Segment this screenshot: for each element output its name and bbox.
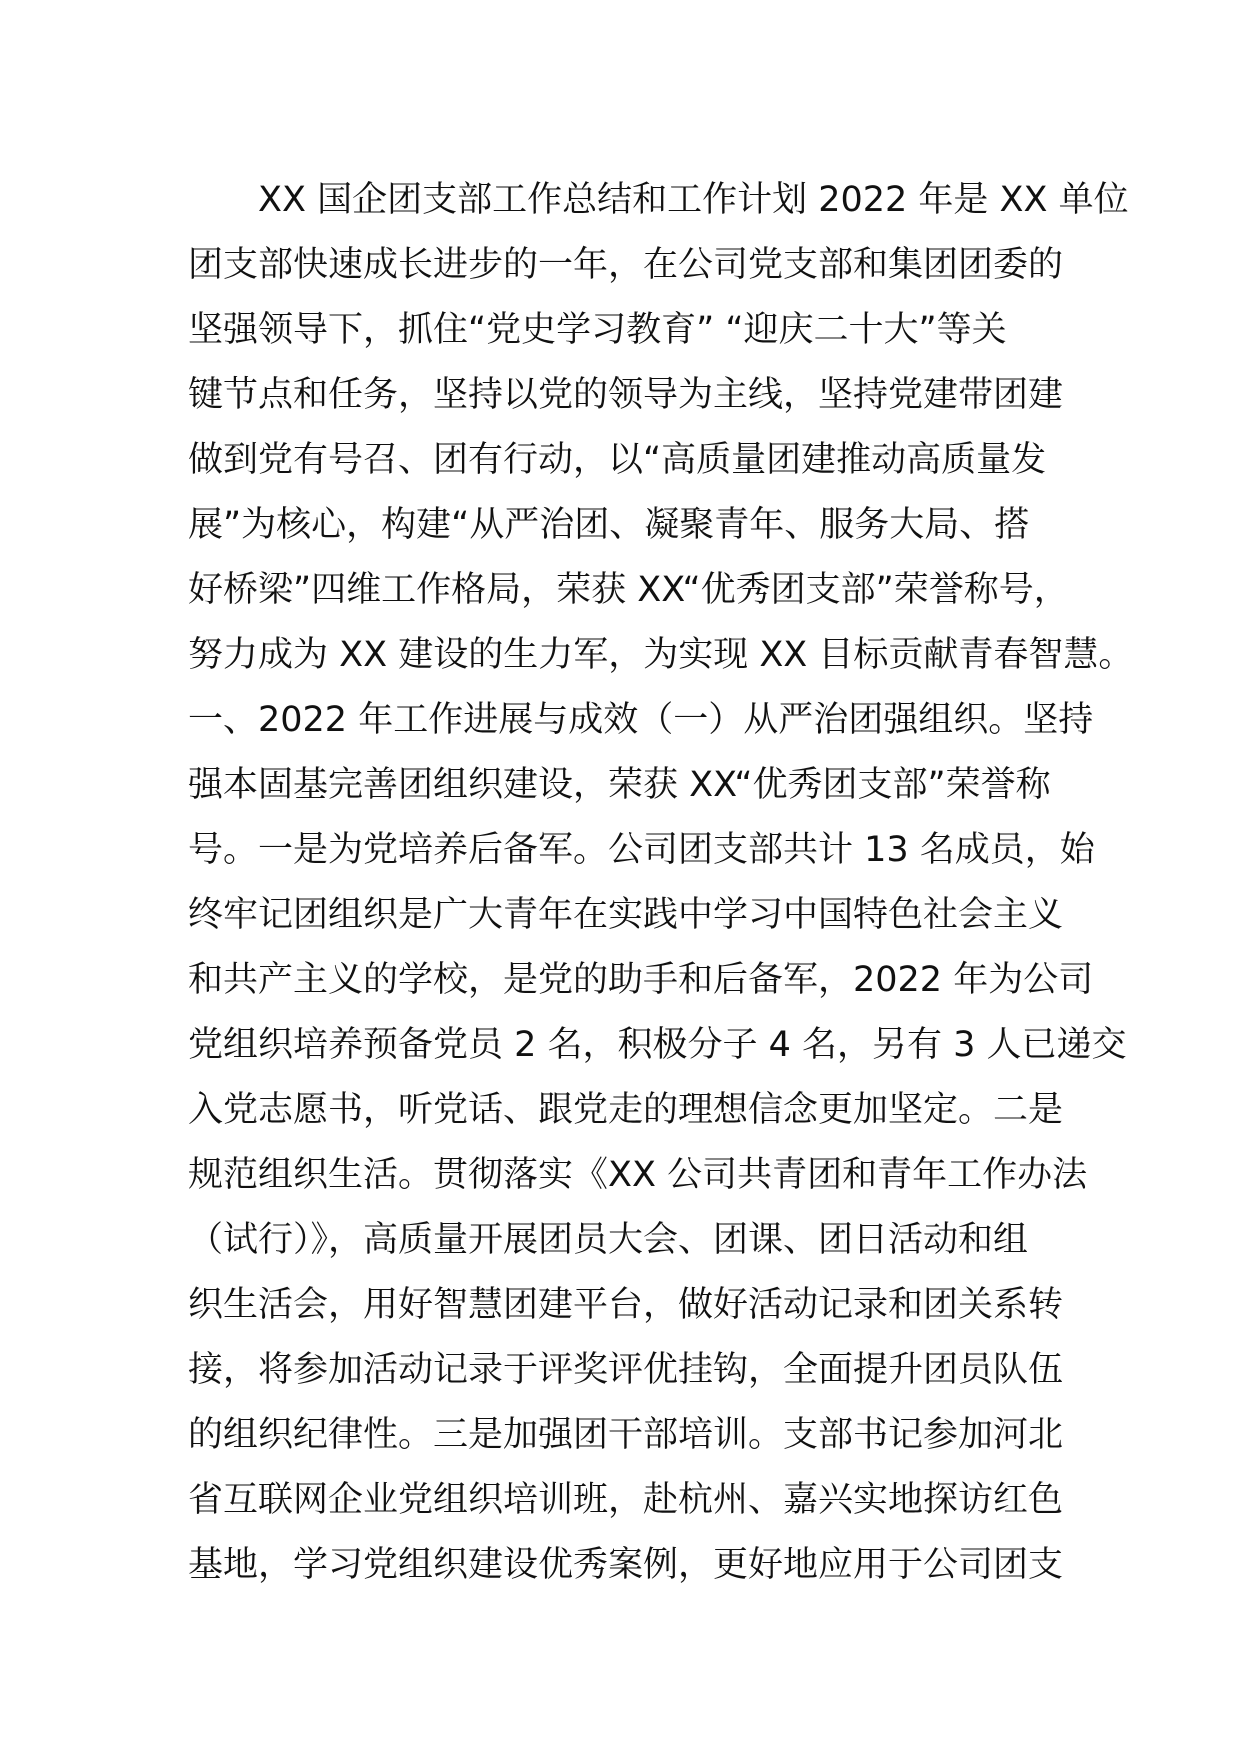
body-paragraph — [188, 168, 1134, 1598]
text-line: 织生活会，用好智慧团建平台，做好活动记录和团关系转 — [188, 1285, 1064, 1325]
text-line: 键节点和任务，坚持以党的领导为主线，坚持党建带团建 — [188, 375, 1064, 415]
text-line: 号。一是为党培养后备军。公司团支部共计 13 名成员，始 — [188, 830, 1095, 870]
text-line: 团支部快速成长进步的一年，在公司党支部和集团团委的 — [188, 245, 1064, 285]
text-line: 坚强领导下，抓住“党史学习教育” “迎庆二十大”等关 — [188, 310, 1007, 350]
text-line: 终牢记团组织是广大青年在实践中学习中国特色社会主义 — [188, 895, 1064, 935]
text-line: 党组织培养预备党员 2 名，积极分子 4 名，另有 3 人已递交 — [188, 1025, 1127, 1065]
text-line: 好桥梁”四维工作格局，荣获 XX“优秀团支部”荣誉称号， — [188, 570, 1069, 610]
text-line: 和共产主义的学校，是党的助手和后备军，2022 年为公司 — [188, 960, 1094, 1000]
text-line: 规范组织生活。贯彻落实《XX 公司共青团和青年工作办法 — [188, 1155, 1088, 1195]
text-line: 省互联网企业党组织培训班，赴杭州、嘉兴实地探访红色 — [188, 1480, 1064, 1520]
text-line: 基地，学习党组织建设优秀案例，更好地应用于公司团支 — [188, 1545, 1064, 1585]
text-line: 接，将参加活动记录于评奖评优挂钩，全面提升团员队伍 — [188, 1350, 1064, 1390]
text-line: 努力成为 XX 建设的生力军，为实现 XX 目标贡献青春智慧。 — [188, 635, 1134, 675]
text-line: 做到党有号召、团有行动，以“高质量团建推动高质量发 — [188, 440, 1047, 480]
text-line: XX 国企团支部工作总结和工作计划 2022 年是 XX 单位 — [188, 180, 1129, 220]
text-line: 的组织纪律性。三是加强团干部培训。支部书记参加河北 — [188, 1415, 1064, 1455]
text-line: 强本固基完善团组织建设，荣获 XX“优秀团支部”荣誉称 — [188, 765, 1051, 805]
text-line: 入党志愿书，听党话、跟党走的理想信念更加坚定。二是 — [188, 1090, 1064, 1130]
text-line: （试行）》，高质量开展团员大会、团课、团日活动和组 — [188, 1220, 1029, 1260]
text-line: 展”为核心，构建“从严治团、凝聚青年、服务大局、搭 — [188, 505, 1030, 545]
text-line: 一、2022 年工作进展与成效（一）从严治团强组织。坚持 — [188, 700, 1094, 740]
